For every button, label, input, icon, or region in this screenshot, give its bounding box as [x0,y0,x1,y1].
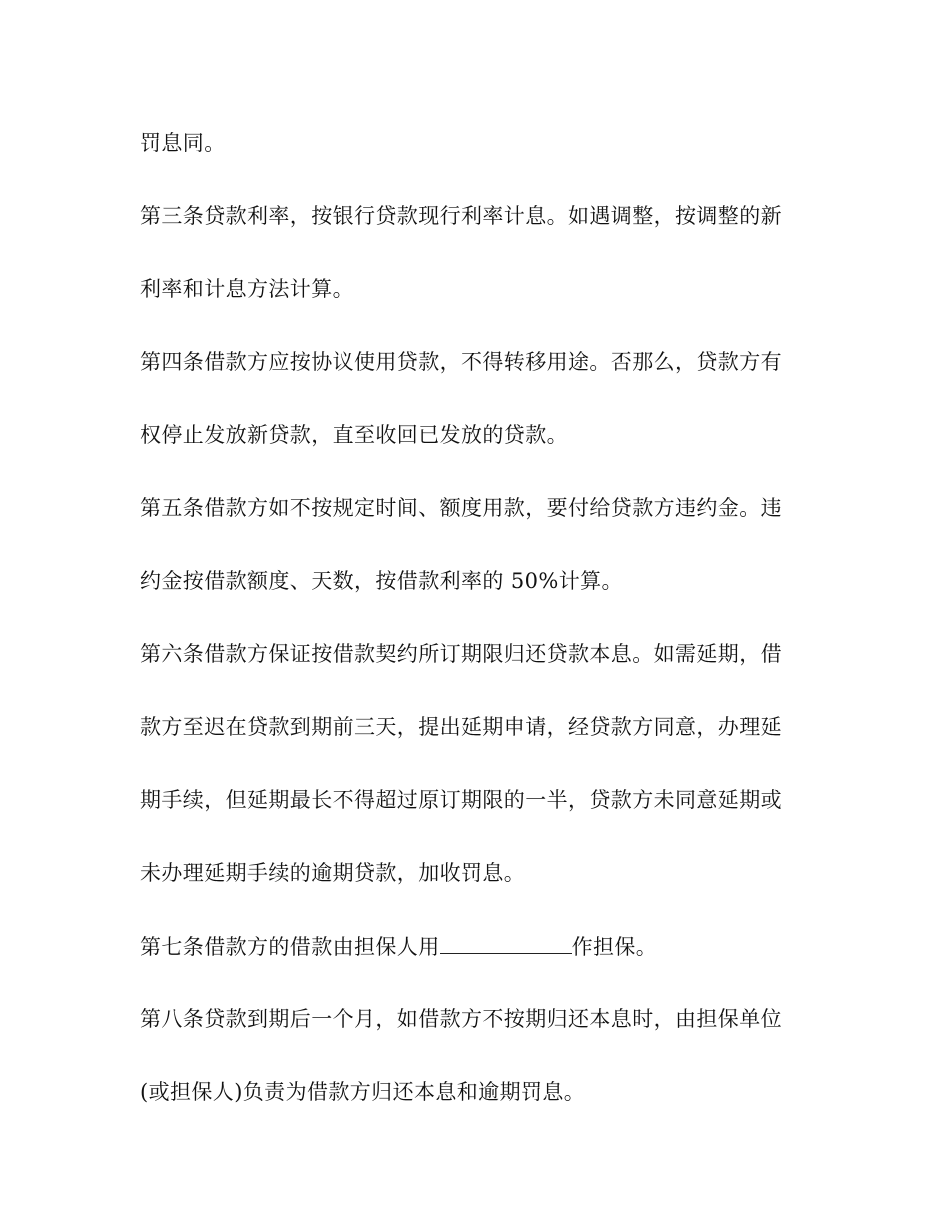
text-line-13: 第八条贷款到期后一个月，如借款方不按期归还本息时，由担保单位 [140,1007,782,1031]
text-line-14: (或担保人)负责为借款方归还本息和逾期罚息。 [140,1080,586,1104]
guarantee-blank-field [440,933,572,954]
text-line-1: 罚息同。 [140,131,226,155]
clause-7-before: 第七条借款方的借款由担保人用 [140,935,440,959]
text-line-9: 款方至迟在贷款到期前三天，提出延期申请，经贷款方同意，办理延 [140,715,782,739]
text-line-7: 约金按借款额度、天数，按借款利率的 50%计算。 [140,569,623,593]
text-line-5: 权停止发放新贷款，直至收回已发放的贷款。 [140,423,568,447]
text-line-2: 第三条贷款利率，按银行贷款现行利率计息。如遇调整，按调整的新 [140,204,782,228]
text-line-clause-7 [140,933,657,960]
text-line-10: 期手续，但延期最长不得超过原订期限的一半，贷款方未同意延期或 [140,788,782,812]
text-line-8: 第六条借款方保证按借款契约所订期限归还贷款本息。如需延期，借 [140,642,782,666]
text-line-4: 第四条借款方应按协议使用贷款，不得转移用途。否那么，贷款方有 [140,350,782,374]
text-line-6: 第五条借款方如不按规定时间、额度用款，要付给贷款方违约金。违 [140,496,782,520]
clause-7-after: 作担保。 [571,935,658,959]
text-line-3: 利率和计息方法计算。 [140,277,354,301]
text-line-11: 未办理延期手续的逾期贷款，加收罚息。 [140,861,526,885]
